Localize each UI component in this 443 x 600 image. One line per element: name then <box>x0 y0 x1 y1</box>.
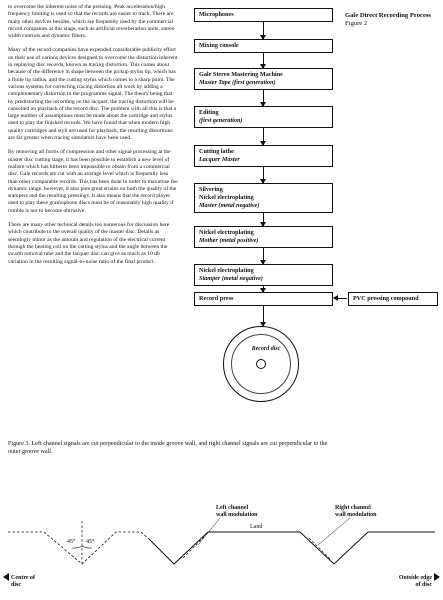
flow-step-detail: Nickel electroplating <box>199 194 254 201</box>
flow-step-stamper <box>194 264 333 286</box>
groove-profile <box>149 532 435 564</box>
flow-step-silvering <box>194 183 333 213</box>
flow-subtitle: Figure 2 <box>345 20 368 27</box>
groove-diagram <box>0 495 443 595</box>
flow-arrow <box>263 128 264 145</box>
flow-title-block <box>345 12 440 28</box>
flow-title: Gale Direct Recording Process <box>345 12 431 19</box>
flow-arrow <box>263 248 264 264</box>
flow-step-label: PVC pressing compound <box>353 295 419 302</box>
article-paragraph: By removing all forms of compression and other signal processing at the master disc cutting stage, it has been possible to establish a new level of realism which has hitherto been impossible to obtain from a commercial disc. Gale records are cut with an average level which is frequently less than other comparable records. This has been done in order to maximise the dynamic range, however, it also puts great strains on both the quality of the stampers and the resulting pressings. It also means that the record player used to play these gramophone discs must be of reasonably high quality if rumble is not to become obtrusive. <box>8 149 178 214</box>
right-channel-label-2: wall modulation <box>335 512 377 518</box>
left-wall-modulation-line <box>183 537 204 558</box>
flow-step-label: Nickel electroplating <box>199 267 254 274</box>
flow-step-label: Cutting lathe <box>199 148 234 155</box>
flow-step-cutting-lathe <box>194 145 333 167</box>
flow-step-label: Nickel electroplating <box>199 229 254 236</box>
unmodulated-groove-outline <box>8 532 149 564</box>
flow-arrow <box>263 167 264 183</box>
flow-step-label: Silvering <box>199 186 223 193</box>
outside-edge-label: Outside edge <box>398 575 432 581</box>
angle-arc-right <box>82 546 92 548</box>
flow-arrow <box>263 213 264 226</box>
flow-step-mother <box>194 226 333 248</box>
article-text <box>8 4 178 273</box>
figure-3-caption: Figure 3. Left channel signals are cut perpendicular to the inside groove wall, and right channel signals are cut perpendicular to the outer groove wall. <box>8 441 328 455</box>
outside-edge-label-2: of disc <box>415 582 432 588</box>
flow-step-pvc-compound <box>348 292 438 306</box>
left-channel-label-2: wall modulation <box>216 512 258 518</box>
land-label: Land <box>250 524 263 530</box>
flow-step-detail: Lacquer Master <box>199 156 240 163</box>
flow-step-detail-2: Master (metal negative) <box>199 202 260 209</box>
flow-step-detail: Mother (metal positive) <box>199 237 259 244</box>
article-paragraph: to overcome the inherent noise of the pressing. Peak acceleration/high frequency limiting is used so that the records are easier to track. There are many other devices besides, which are frequently used by the commercial record companies at this stage, such as artificial reverberation units, stereo width controls and dynamic filters. <box>8 4 175 40</box>
record-disc-label: Record disc <box>251 346 281 352</box>
flow-step-detail: Master Tape (first generation) <box>199 79 276 86</box>
angle-arc-left <box>72 546 82 548</box>
arrow-left-icon <box>3 573 9 581</box>
angle-label-left: 45° <box>67 539 76 545</box>
flow-arrow <box>263 306 264 326</box>
flow-arrow <box>263 53 264 68</box>
flow-step-detail: (first generation) <box>199 117 243 124</box>
flow-arrow <box>263 90 264 106</box>
right-channel-leader <box>318 518 350 545</box>
flow-step-editing <box>194 106 333 128</box>
flow-step-record-press <box>194 292 333 306</box>
flow-step-mastering-machine <box>194 68 333 90</box>
left-channel-label: Left channel <box>216 505 249 511</box>
arrow-right-icon <box>434 573 440 581</box>
flow-step-label: Gale Stereo Mastering Machine <box>199 71 283 78</box>
angle-label-right: 45° <box>86 539 95 545</box>
right-channel-label: Right channel <box>335 505 371 511</box>
flow-step-detail: Stamper (metal negative) <box>199 275 263 282</box>
centre-of-disc-label: Centre of <box>11 575 36 581</box>
flow-step-label: Record press <box>199 295 234 302</box>
flow-step-mixing-console <box>194 39 333 53</box>
flow-step-microphones <box>194 8 333 22</box>
article-paragraph: Many of the record companies have expended considerable publicity effort on their use of various devices designed to overcome the distortion inherent in replaying disc records, known as tracing distortion. This comes about because of the difference in shape between the pickup stylus tip, which has a finite tip radius, and the cutting stylus which comes to a sharp point. The various systems for correcting tracing distortion all work by adding a complementary distortion to the programme signal. The theory being that by predistorting the recording on the lacquer, the tracing distortion will be cancelled on playback of the record disc. The problem with all this is that a large number of assumptions must be made about the cartridge and stylus used to play the finished records. We have found that when modern high quality cartridges and styli are used for playback, the resulting distortions are far greater when tracing simulators have been used. <box>8 47 178 142</box>
right-wall-modulation-line <box>309 538 330 559</box>
flow-arrow <box>263 22 264 39</box>
flow-arrow-side <box>334 298 347 299</box>
article-paragraph: There are many other technical details too numerous for discussion here which contribute to the overall quality of the master disc. Details as seemingly minor as the amount and regulation of the electrical current through the heating coil on the cutting stylus and the angle between the swarth removal tube and the lacquer disc can give as much as 10 db variation in the resulting signal-to-noise ratio of the final product. <box>8 222 170 265</box>
flow-step-label: Mixing console <box>199 42 239 49</box>
record-disc-illustration <box>223 326 299 402</box>
flow-step-label: Microphones <box>199 11 234 18</box>
flow-step-label: Editing <box>199 109 219 116</box>
centre-of-disc-label-2: disc <box>11 582 22 588</box>
